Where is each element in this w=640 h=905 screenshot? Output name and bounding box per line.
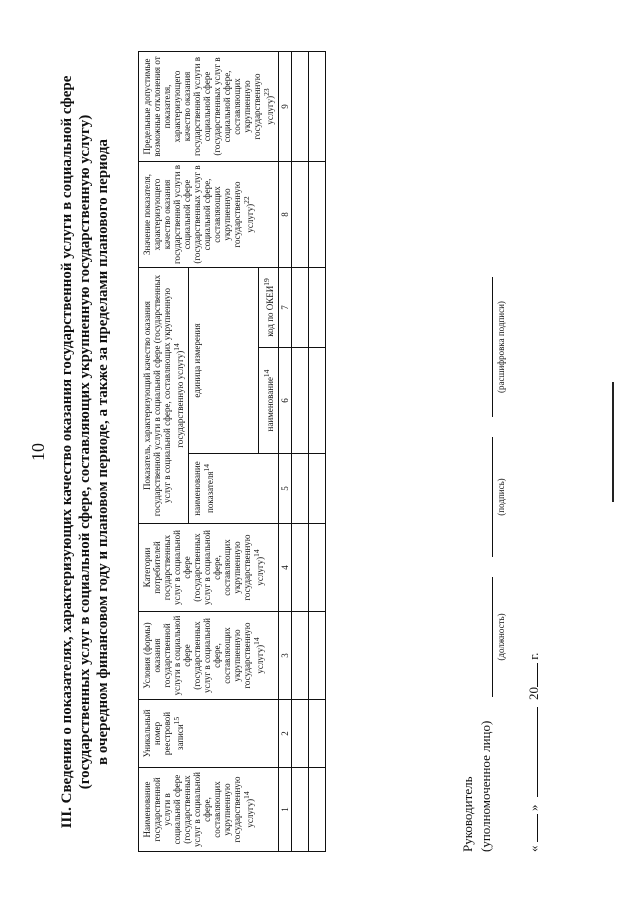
date-open-quote: « [526, 845, 541, 852]
table-cell[interactable] [309, 267, 326, 347]
table-cell[interactable] [292, 612, 309, 700]
header-indicator-value: Значение показателя, характеризующего качество оказания государственной услуги в социальной сфере (государственных услуг в социальной сфере, составляющих укрупненную государственную услугу)$^{22}$ [139, 161, 279, 267]
header-registry-number: Уникальный номер реестровой записи$^{15}$ [139, 700, 279, 768]
column-number: 2 [279, 700, 292, 768]
scan-pen-stroke [612, 382, 614, 502]
column-number: 3 [279, 612, 292, 700]
header-quality-indicator-group: Показатель, характеризующий качество оказания государственной услуги в социальной сфере (государственных услуг в социальной сфере, составляющих укрупненную государственную услугу)$^{14}$ [139, 267, 189, 523]
column-number: 4 [279, 524, 292, 612]
name-decode-caption: (расшифровка подписи) [496, 301, 506, 393]
head-label: Руководитель [460, 776, 475, 852]
table-cell[interactable] [309, 161, 326, 267]
table-cell[interactable] [309, 348, 326, 454]
header-service-name: Наименование государственной услуги в социальной сфере (государственных услуг в социальной сфере, составляющих укрупненную государственную услугу)$^{14}$ [139, 768, 279, 852]
header-okei-code: код по ОКЕИ$^{19}$ [259, 267, 279, 347]
column-number: 8 [279, 161, 292, 267]
column-number: 6 [279, 348, 292, 454]
table-cell[interactable] [292, 267, 309, 347]
year-prefix: 20 [526, 687, 541, 700]
table-row [309, 51, 326, 851]
month-blank[interactable] [537, 707, 538, 797]
column-number: 5 [279, 454, 292, 524]
position-caption: (должность) [496, 613, 506, 661]
table-cell[interactable] [309, 700, 326, 768]
signature-line[interactable] [492, 437, 493, 557]
day-blank[interactable] [537, 814, 538, 842]
title-line-3: в очередном финансовом году и плановом периоде, а также за пределами планового периода [95, 139, 111, 765]
page-number: 10 [28, 443, 48, 461]
table-cell[interactable] [309, 612, 326, 700]
section-title [58, 52, 112, 852]
position-line[interactable] [492, 577, 493, 697]
header-unit-group: единица измерения [189, 267, 259, 453]
header-conditions: Условия (формы) оказания государственной услуги в социальной сфере (государственных услуг в социальной сфере, составляющих укрупненную государственную услугу)$^{14}$ [139, 612, 279, 700]
signature-caption: (подпись) [496, 478, 506, 516]
table-cell[interactable] [309, 524, 326, 612]
title-line-1: III. Сведения о показателях, характеризующих качество оказания государственной услуги в социальной сфере [59, 75, 75, 829]
quality-indicators-table [138, 51, 326, 852]
column-number-row [279, 51, 292, 851]
table-row [292, 51, 309, 851]
table-cell[interactable] [292, 161, 309, 267]
table-cell[interactable] [309, 768, 326, 852]
table-cell[interactable] [292, 700, 309, 768]
table-cell[interactable] [292, 348, 309, 454]
authorized-person-label: (уполномоченное лицо) [478, 720, 493, 852]
header-allowed-deviations: Предельные допустимые возможные отклонения от показателя, характеризующего качество оказания государственной услуги в социальной сфере (государственных услуг в социальной сфере, составляющих укрупненную государственную услугу)$^{23}$ [139, 51, 279, 161]
column-number: 1 [279, 768, 292, 852]
date-field [526, 653, 542, 852]
table-cell[interactable] [309, 51, 326, 161]
column-number: 7 [279, 267, 292, 347]
year-suffix: г. [526, 652, 541, 660]
rotated-page [20, 12, 620, 892]
title-line-2: (государственных услуг в социальной сфере, составляющих укрупненную государственную услугу) [77, 114, 93, 790]
table-cell[interactable] [292, 51, 309, 161]
header-indicator-name: наименование показателя$^{14}$ [189, 454, 279, 524]
header-consumer-categories: Категории потребителей государственных услуг в социальной сфере (государственных услуг в социальной сфере, составляющих укрупненную государственную услугу)$^{14}$ [139, 524, 279, 612]
header-unit-name: наименование$^{14}$ [259, 348, 279, 454]
table-cell[interactable] [309, 454, 326, 524]
table-cell[interactable] [292, 524, 309, 612]
year-blank[interactable] [537, 663, 538, 687]
table-cell[interactable] [292, 768, 309, 852]
date-close-quote: » [526, 804, 541, 811]
table-cell[interactable] [292, 454, 309, 524]
column-number: 9 [279, 51, 292, 161]
name-decode-line[interactable] [492, 277, 493, 417]
